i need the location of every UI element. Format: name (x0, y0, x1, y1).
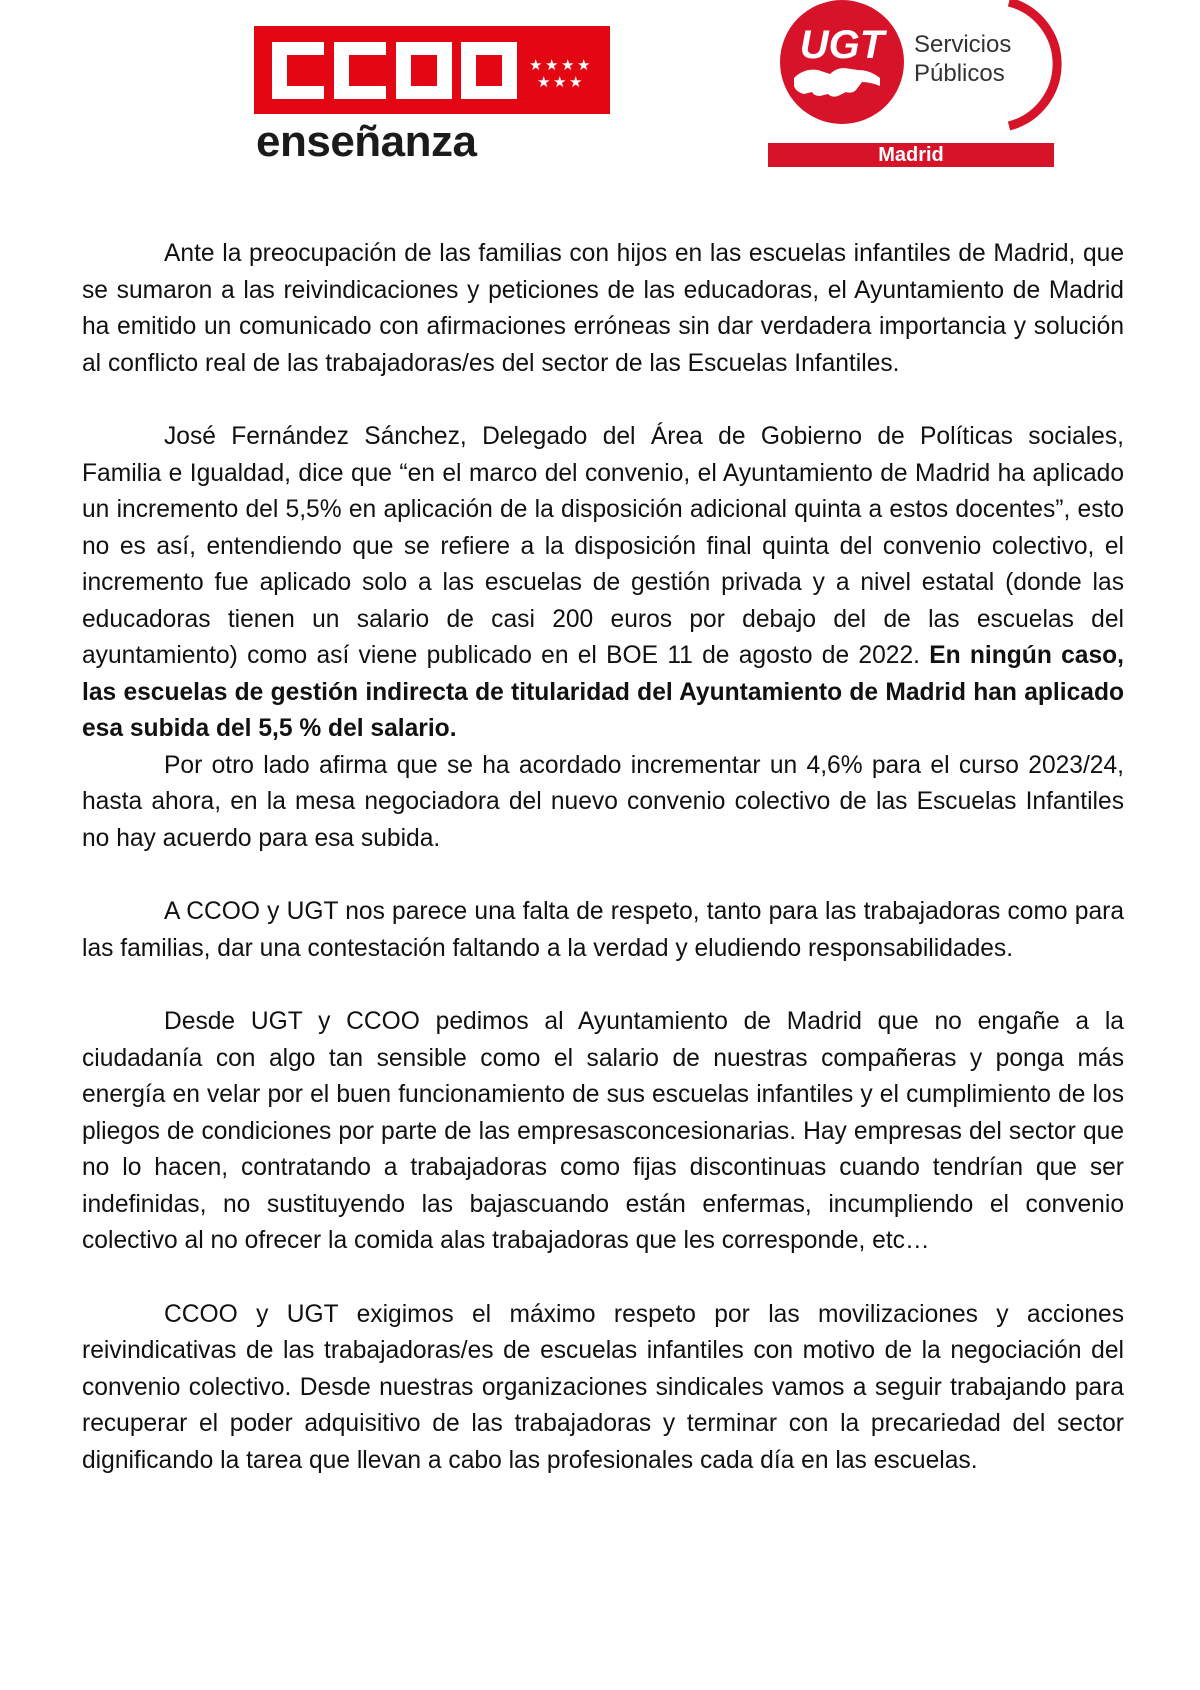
paragraph-3: Por otro lado afirma que se ha acordado incrementar un 4,6% para el curso 2023/24, hasta ahora, en la mesa negociadora del nuevo convenio colectivo de las Escuelas Infantiles no hay acuerdo para esa subida. (82, 751, 1124, 852)
ugt-service-label (914, 30, 1011, 88)
paragraph-4: A CCOO y UGT nos parece una falta de respeto, tanto para las trabajadoras como para las familias, dar una contestación faltando a la verdad y eludiendo responsabilidades. (82, 898, 1124, 962)
svg-text:★: ★ (529, 56, 543, 74)
svg-text:★: ★ (545, 56, 559, 74)
svg-text:UGT: UGT (799, 23, 885, 67)
press-release-body (82, 236, 1124, 1479)
svg-text:★: ★ (561, 56, 575, 74)
svg-text:★: ★ (537, 73, 551, 91)
ccoo-subtitle: enseñanza (256, 117, 477, 166)
paragraph-5: Desde UGT y CCOO pedimos al Ayuntamiento de Madrid que no engañe a la ciudadanía con algo tan sensible como el salario de nuestras compañeras y ponga más energía en velar por el buen funcionamiento de sus escuelas infantiles y el cumplimiento de los pliegos de condiciones por parte de las empresasconcesionarias. Hay empresas del sector que no lo hacen, contratando a trabajadoras como fijas discontinuas cuando tendrían que ser indefinidas, no sustituyendo las bajascuando están enfermas, incumpliendo el convenio colectivo al no ofrecer la comida alas trabajadoras que les corresponde, etc… (82, 1008, 1124, 1254)
paragraph-2: José Fernández Sánchez, Delegado del Área de Gobierno de Políticas sociales, Familia e Igualdad, dice que “en el marco del convenio, el Ayuntamiento de Madrid ha aplicado un incremento del 5,5% en aplicación de la disposición adicional quinta a estos docentes”, esto no es así, entendiendo que se refiere a la disposición final quinta del convenio colectivo, el incremento fue aplicado solo a las escuelas de gestión privada y a nivel estatal (donde las educadoras tienen un salario de casi 200 euros por debajo del de las escuelas del ayuntamiento) como así viene publicado en el BOE 11 de agosto de 2022. En ningún caso, las escuelas de gestión indirecta de titularidad del Ayuntamiento de Madrid han aplicado esa subida del 5,5 % del salario. (82, 423, 1124, 742)
ugt-service-line2: Públicos (914, 60, 1005, 87)
ugt-arc-icon (1009, 2, 1057, 126)
ugt-servicios-publicos-logo (764, 0, 1064, 172)
svg-text:★: ★ (569, 73, 583, 91)
ugt-service-line1: Servicios (914, 31, 1012, 58)
svg-text:★: ★ (577, 56, 591, 74)
stars-icon (529, 56, 590, 91)
paragraph-2-bold: En ningún caso, las escuelas de gestión indirecta de titularidad del Ayuntamiento de Madrid han aplicado esa subida del 5,5 % del salario. (82, 642, 1124, 742)
ccoo-lettermark (254, 26, 610, 114)
paragraph-6: CCOO y UGT exigimos el máximo respeto por las movilizaciones y acciones reivindicativas de las trabajadoras/es de escuelas infantiles con motivo de la negociación del convenio colectivo. Desde nuestras organizaciones sindicales vamos a seguir trabajando para recuperar el poder adquisitivo de las trabajadoras y terminar con la precariedad del sector dignificando la tarea que llevan a cabo las profesionales cada día en las escuelas. (82, 1300, 1124, 1474)
ccoo-ensenanza-logo (254, 26, 610, 166)
ugt-region-bar: Madrid (768, 143, 1054, 167)
svg-text:★: ★ (553, 73, 567, 91)
paragraph-1: Ante la preocupación de las familias con hijos en las escuelas infantiles de Madrid, que se sumaron a las reivindicaciones y peticiones de las educadoras, el Ayuntamiento de Madrid ha emitido un comunicado con afirmaciones erróneas sin dar verdadera importancia y solución al conflicto real de las trabajadoras/es del sector de las Escuelas Infantiles. (82, 240, 1124, 377)
